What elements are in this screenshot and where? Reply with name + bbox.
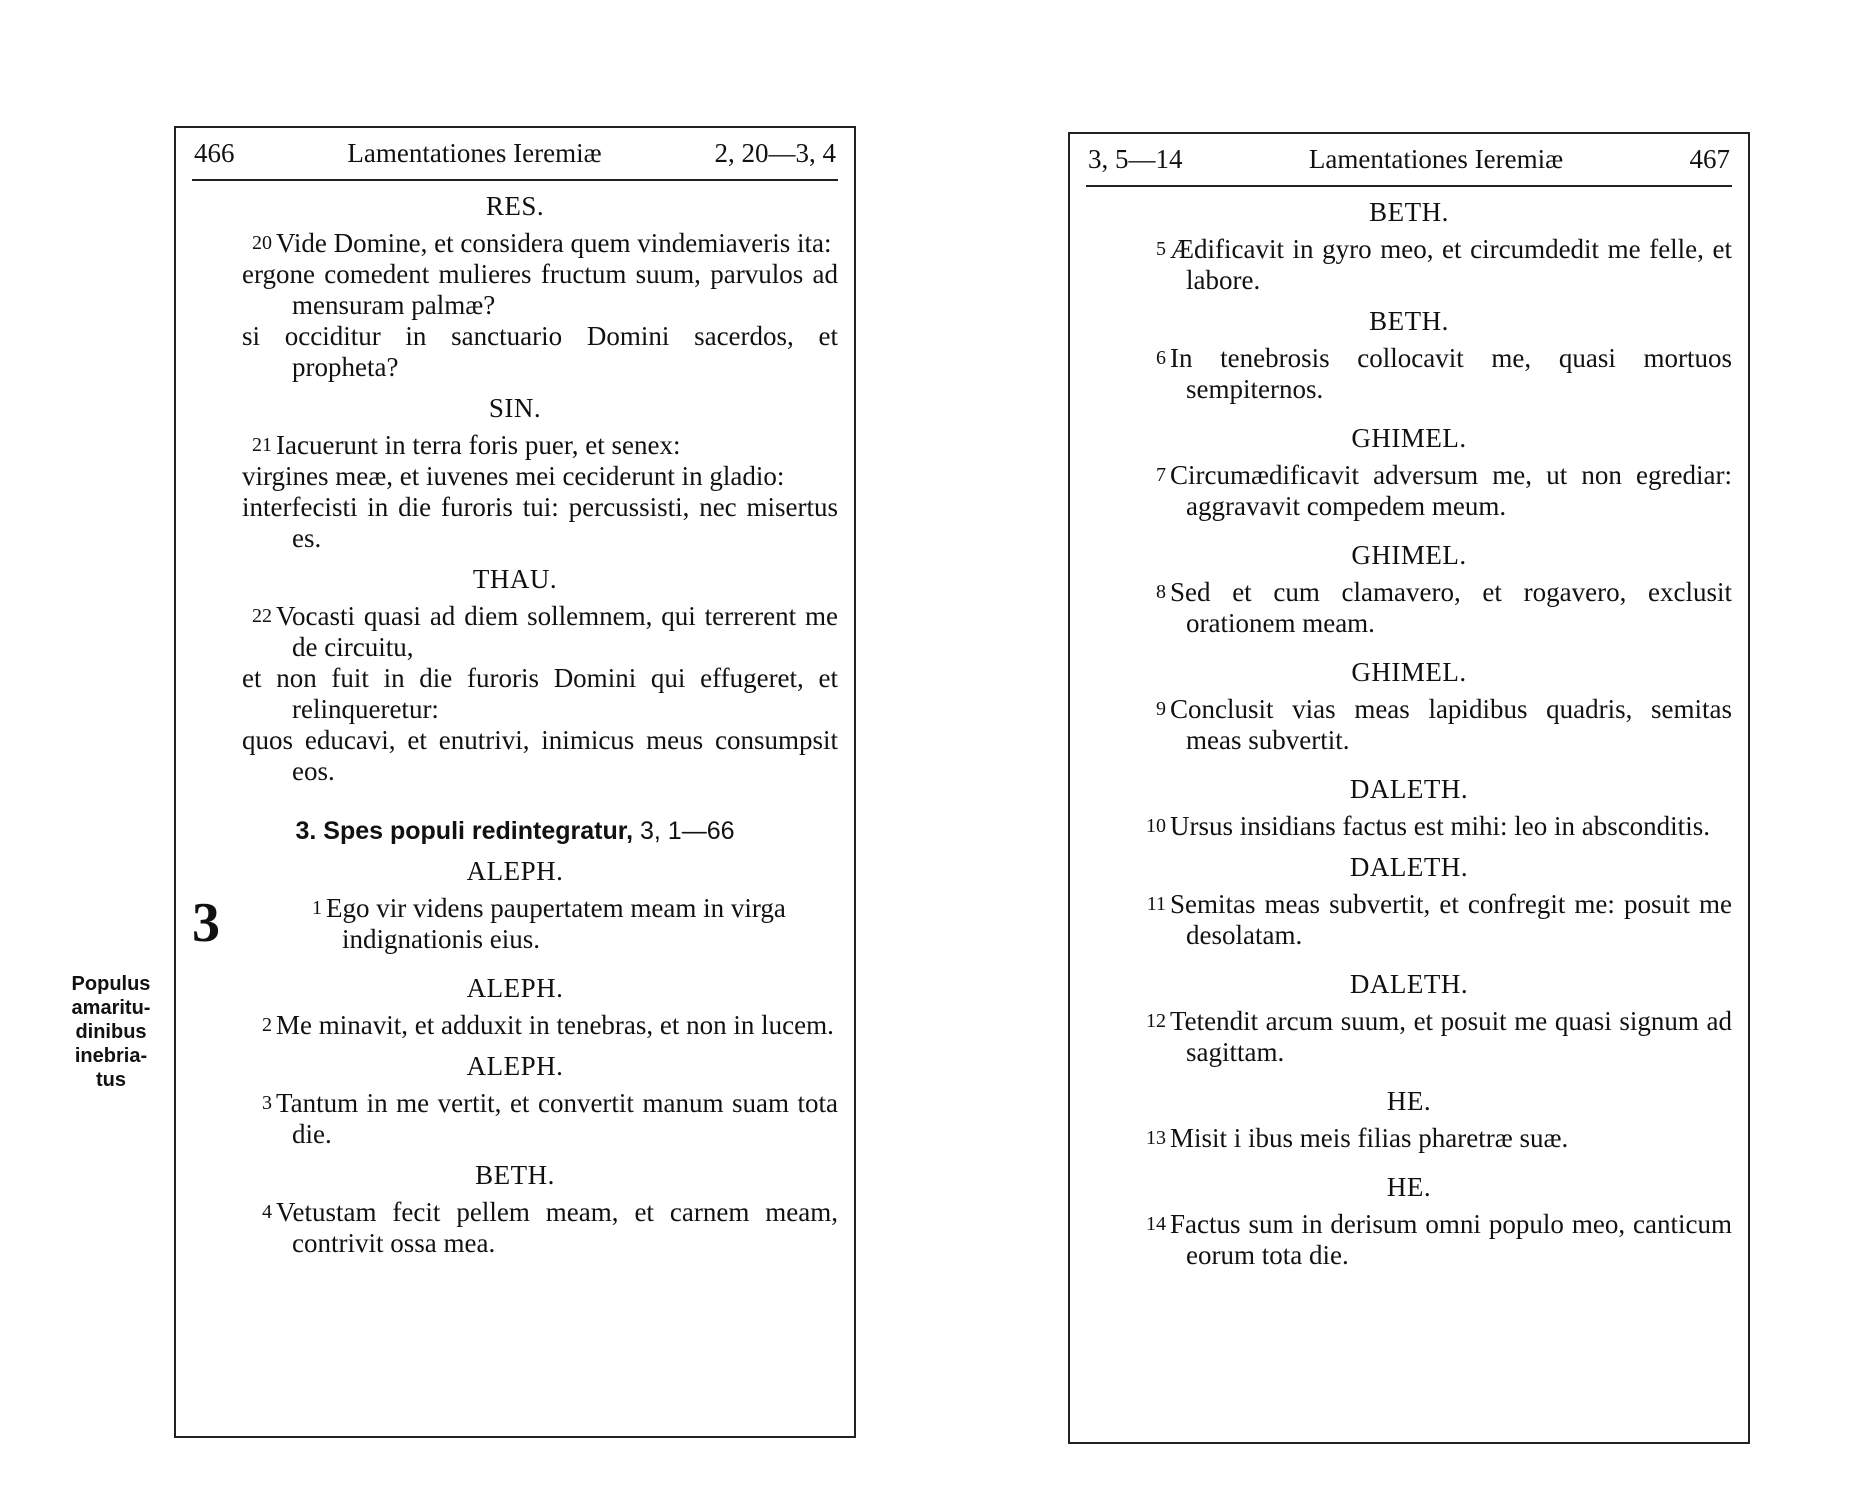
section-heading: ALEPH. xyxy=(466,1051,564,1081)
verse-text: Ursus insidians factus est mihi: leo in absconditis. xyxy=(1170,811,1710,841)
verse-number: 10 xyxy=(1146,815,1166,837)
verse-text: Semitas meas subvertit, et confregit me: posuit me desolatam. xyxy=(1170,889,1732,950)
section-heading: DALETH. xyxy=(1349,969,1469,999)
section-heading: GHIMEL. xyxy=(1351,423,1467,453)
verse-number: 20 xyxy=(252,232,272,254)
verse-line: et non fuit in die furoris Domini qui effugeret, et relinqueretur: xyxy=(242,663,838,724)
verse-1 xyxy=(192,893,838,955)
chapter-reference: 3, 1—66 xyxy=(640,817,735,845)
verse-number: 1 xyxy=(312,897,322,919)
verse-13 xyxy=(1086,1123,1732,1154)
margin-note-line: inebria- xyxy=(74,1045,148,1067)
verse-20 xyxy=(192,228,838,383)
page-number: 466 xyxy=(194,138,235,168)
verse-line: si occiditur in sanctuario Domini sacerdos, et propheta? xyxy=(242,321,838,382)
verse-number: 7 xyxy=(1156,464,1166,486)
section-heading: SIN. xyxy=(488,393,542,423)
verse-number: 3 xyxy=(262,1092,272,1114)
page-number: 467 xyxy=(1689,144,1730,174)
verse-text: Vetustam fecit pellem meam, et carnem meam, contrivit ossa mea. xyxy=(276,1197,838,1258)
section-heading: THAU. xyxy=(472,564,558,594)
verse-line: interfecisti in die furoris tui: percussisti, nec misertus es. xyxy=(242,492,838,553)
page-title: Lamentationes Ieremiæ xyxy=(1308,144,1564,174)
running-head-left xyxy=(192,128,838,181)
verse-line: Iacuerunt in terra foris puer, et senex: xyxy=(276,430,681,460)
verse-number: 2 xyxy=(262,1014,272,1036)
chapter-heading xyxy=(192,817,838,846)
verse-7 xyxy=(1086,460,1732,522)
verse-line: quos educavi, et enutrivi, inimicus meus consumpsit eos. xyxy=(242,725,838,786)
verse-line: Vocasti quasi ad diem sollemnem, qui terrerent me de circuitu, xyxy=(276,601,838,662)
verse-2 xyxy=(192,1010,838,1041)
margin-note-line: amaritu- xyxy=(71,997,151,1019)
verse-number: 8 xyxy=(1156,581,1166,603)
section-heading: GHIMEL. xyxy=(1351,657,1467,687)
verse-14 xyxy=(1086,1209,1732,1271)
verse-11 xyxy=(1086,889,1732,951)
verse-text: Sed et cum clamavero, et rogavero, exclusit orationem meam. xyxy=(1170,577,1732,638)
verse-number: 11 xyxy=(1146,893,1166,915)
verse-line: virgines meæ, et iuvenes mei ceciderunt in gladio: xyxy=(242,461,785,491)
verse-number: 4 xyxy=(262,1201,272,1223)
section-heading: HE. xyxy=(1386,1172,1432,1202)
section-heading: GHIMEL. xyxy=(1351,540,1467,570)
verse-9 xyxy=(1086,694,1732,756)
section-heading: ALEPH. xyxy=(466,856,564,886)
verse-text: Circumædificavit adversum me, ut non egrediar: aggravavit compedem meum. xyxy=(1170,460,1732,521)
verse-8 xyxy=(1086,577,1732,639)
section-heading: BETH. xyxy=(1369,197,1449,227)
verse-number: 13 xyxy=(1146,1127,1166,1149)
verse-number: 12 xyxy=(1146,1010,1166,1032)
margin-note-line: Populus xyxy=(71,973,151,995)
verse-text: Conclusit vias meas lapidibus quadris, semitas meas subvertit. xyxy=(1170,694,1732,755)
verse-text: Factus sum in derisum omni populo meo, canticum eorum tota die. xyxy=(1170,1209,1732,1270)
verse-line: Vide Domine, et considera quem vindemiaveris ita: xyxy=(276,228,832,258)
margin-note xyxy=(56,972,166,1092)
drop-cap: 3 xyxy=(192,892,220,954)
verse-number: 6 xyxy=(1156,347,1166,369)
page-title: Lamentationes Ieremiæ xyxy=(347,138,602,168)
verse-text: Me minavit, et adduxit in tenebras, et non in lucem. xyxy=(276,1010,834,1040)
verse-12 xyxy=(1086,1006,1732,1068)
verse-number: 5 xyxy=(1156,238,1166,260)
section-heading: BETH. xyxy=(1369,306,1449,336)
verse-10 xyxy=(1086,811,1732,842)
chapter-range: 3, 5—14 xyxy=(1088,144,1183,174)
verse-22 xyxy=(192,601,838,787)
section-heading: HE. xyxy=(1386,1086,1432,1116)
verse-21 xyxy=(192,430,838,554)
chapter-title: 3. Spes populi redintegratur, xyxy=(295,817,634,845)
verse-number: 9 xyxy=(1156,698,1166,720)
verse-text: In tenebrosis collocavit me, quasi mortuos sempiternos. xyxy=(1170,343,1732,404)
verse-3 xyxy=(192,1088,838,1150)
verse-text: Ædificavit in gyro meo, et circumdedit me felle, et labore. xyxy=(1170,234,1732,295)
verse-number: 21 xyxy=(252,434,272,456)
margin-note-line: dinibus xyxy=(75,1021,147,1043)
section-heading: DALETH. xyxy=(1349,774,1469,804)
verse-4 xyxy=(192,1197,838,1259)
chapter-range: 2, 20—3, 4 xyxy=(714,138,836,168)
verse-text: Ego vir videns paupertatem meam in virga indignationis eius. xyxy=(326,893,786,954)
section-heading: DALETH. xyxy=(1349,852,1469,882)
right-page xyxy=(1068,132,1750,1444)
running-head-right xyxy=(1086,134,1732,187)
verse-text: Tetendit arcum suum, et posuit me quasi signum ad sagittam. xyxy=(1170,1006,1732,1067)
margin-note-line: tus xyxy=(96,1069,126,1091)
section-heading: ALEPH. xyxy=(466,973,564,1003)
verse-text: Misit i ibus meis filias pharetræ suæ. xyxy=(1170,1123,1569,1153)
left-page xyxy=(174,126,856,1438)
verse-6 xyxy=(1086,343,1732,405)
verse-5 xyxy=(1086,234,1732,296)
verse-text: Tantum in me vertit, et convertit manum suam tota die. xyxy=(276,1088,838,1149)
section-heading: BETH. xyxy=(475,1160,555,1190)
verse-number: 14 xyxy=(1146,1213,1166,1235)
verse-line: ergone comedent mulieres fructum suum, parvulos ad mensuram palmæ? xyxy=(242,259,838,320)
section-heading: RES. xyxy=(485,191,545,221)
verse-number: 22 xyxy=(252,605,272,627)
